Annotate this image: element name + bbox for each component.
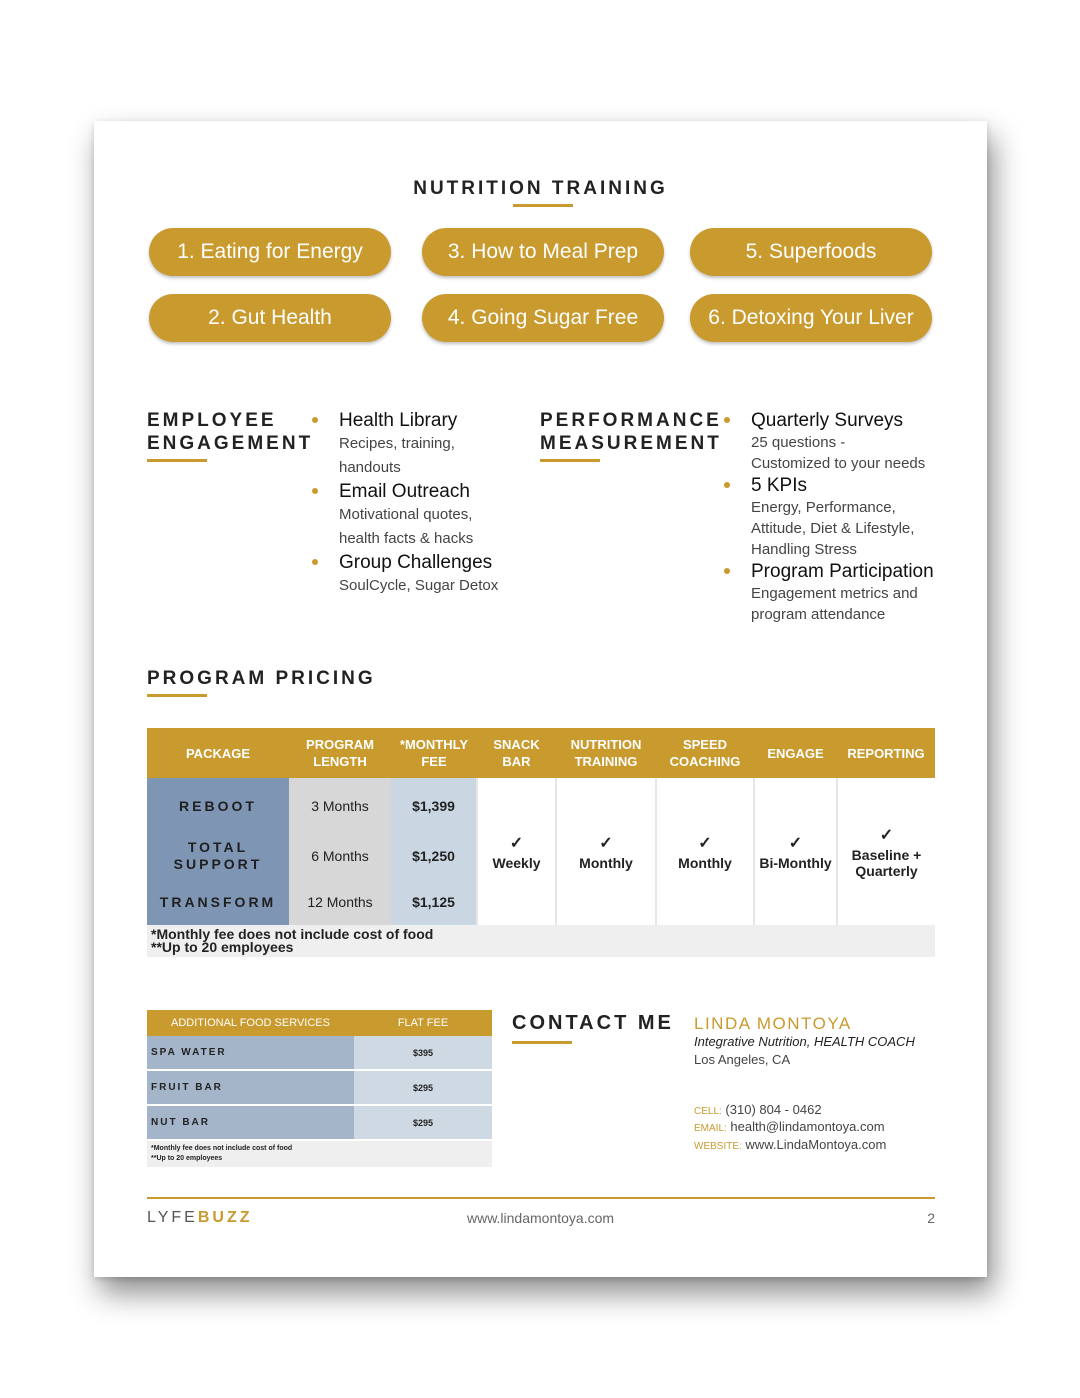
reporting-cell: [837, 778, 935, 925]
performance-title: [540, 409, 722, 455]
engagement-title-line1: EMPLOYEE: [147, 410, 277, 431]
col-engage: ENGAGE: [754, 728, 837, 778]
contact-email-line: [694, 1118, 885, 1138]
performance-underline: [540, 459, 600, 462]
header-text: SNACK: [493, 737, 540, 752]
bullet-heading: Program Participation: [751, 561, 934, 582]
contact-title: CONTACT ME: [512, 1012, 674, 1034]
food-note: [147, 1140, 492, 1168]
service-price: $295: [354, 1105, 492, 1140]
checkmark-icon: ✓: [599, 834, 613, 852]
speed-cell: [656, 778, 754, 925]
col-snack: [477, 728, 556, 778]
header-text: NUTRITION: [570, 737, 642, 752]
pill-superfoods: 5. Superfoods: [690, 228, 932, 276]
email-label: EMAIL:: [694, 1123, 727, 1134]
frequency-text: Monthly: [678, 854, 732, 871]
bullet-detail: Handling Stress: [751, 541, 857, 558]
header-text: BAR: [502, 754, 531, 769]
page-number: 2: [927, 1210, 935, 1226]
service-name: NUT BAR: [147, 1105, 354, 1140]
bullet-detail: Recipes, training,: [339, 435, 455, 452]
service-name: SPA WATER: [147, 1036, 354, 1070]
header-text: LENGTH: [313, 754, 367, 769]
footer-rule: [147, 1197, 935, 1199]
bullet-detail: 25 questions -: [751, 434, 846, 451]
package-text: SUPPORT: [173, 856, 263, 872]
nutrition-title: NUTRITION TRAINING: [413, 178, 668, 199]
list-item: [312, 551, 512, 598]
performance-title-line2: MEASUREMENT: [540, 433, 722, 454]
engagement-underline: [147, 459, 207, 462]
frequency-text: Baseline +: [851, 846, 922, 863]
col-length: [289, 728, 391, 778]
fee-cell: $1,399: [391, 778, 477, 833]
col-nutrition: [556, 728, 656, 778]
service-price: $395: [354, 1036, 492, 1070]
contact-underline: [512, 1041, 572, 1044]
frequency-text: Weekly: [492, 854, 541, 871]
table-row: [147, 778, 935, 833]
table-row: [147, 1105, 492, 1140]
table-row: [147, 1070, 492, 1105]
pricing-note: [147, 925, 935, 957]
bullet-detail: Motivational quotes,: [339, 506, 473, 523]
bullet-detail: handouts: [339, 459, 401, 476]
table-header-row: [147, 1010, 492, 1036]
bullet-heading: 5 KPIs: [751, 475, 807, 496]
bullet-detail: health facts & hacks: [339, 530, 474, 547]
list-item: [724, 474, 954, 560]
list-item: [724, 560, 954, 625]
bullet-detail: Energy, Performance,: [751, 499, 896, 516]
pill-sugar-free: 4. Going Sugar Free: [422, 294, 664, 342]
engagement-list: [312, 409, 512, 598]
list-item: [312, 409, 512, 480]
note-text: **Up to 20 employees: [151, 939, 294, 955]
performance-title-line1: PERFORMANCE: [540, 410, 722, 431]
col-flat-fee: FLAT FEE: [354, 1010, 492, 1036]
bullet-detail: Customized to your needs: [751, 455, 926, 472]
col-package: PACKAGE: [147, 728, 289, 778]
pill-detox-liver: 6. Detoxing Your Liver: [690, 294, 932, 342]
document-page: [94, 121, 987, 1277]
col-speed: [656, 728, 754, 778]
bullet-heading: Group Challenges: [339, 552, 493, 573]
col-service: ADDITIONAL FOOD SERVICES: [147, 1010, 354, 1036]
length-cell: 12 Months: [289, 879, 391, 925]
package-cell: TRANSFORM: [147, 879, 289, 925]
header-text: FEE: [421, 754, 447, 769]
length-cell: 6 Months: [289, 833, 391, 879]
email-link[interactable]: health@lindamontoya.com: [730, 1119, 885, 1134]
engagement-title-line2: ENGAGEMENT: [147, 433, 314, 454]
pricing-underline: [147, 694, 207, 697]
header-text: *MONTHLY: [399, 737, 469, 752]
nutrition-underline: [513, 204, 573, 207]
bullet-detail: program attendance: [751, 606, 886, 623]
pill-eating-for-energy: 1. Eating for Energy: [149, 228, 391, 276]
frequency-text: Bi-Monthly: [759, 854, 832, 871]
pricing-table: [147, 728, 935, 957]
checkmark-icon: ✓: [788, 834, 803, 852]
note-text: *Monthly fee does not include cost of food: [151, 1145, 293, 1152]
bullet-detail: Attitude, Diet & Lifestyle,: [751, 520, 915, 537]
cell-label: CELL:: [694, 1106, 722, 1117]
bullet-detail: SoulCycle, Sugar Detox: [339, 577, 499, 594]
checkmark-icon: ✓: [698, 834, 712, 852]
col-fee: [391, 728, 477, 778]
website-label: WEBSITE:: [694, 1141, 742, 1152]
frequency-text: Monthly: [579, 854, 633, 871]
footer-url[interactable]: www.lindamontoya.com: [466, 1210, 615, 1226]
header-text: PROGRAM: [306, 737, 374, 752]
nutrition-cell: [556, 778, 656, 925]
package-cell: [147, 833, 289, 879]
list-item: [312, 480, 512, 551]
food-services-table: [147, 1010, 492, 1169]
bullet-heading: Email Outreach: [339, 481, 470, 502]
list-item: [724, 409, 954, 474]
logo-text-lyfe: LYFE: [147, 1209, 198, 1226]
contact-website-line: [694, 1136, 886, 1156]
header-text: COACHING: [669, 754, 741, 769]
engage-cell: [754, 778, 837, 925]
header-text: TRAINING: [574, 754, 638, 769]
checkmark-icon: ✓: [509, 834, 524, 852]
bullet-heading: Health Library: [339, 410, 458, 431]
table-note-row: [147, 925, 935, 957]
contact-role: Integrative Nutrition, HEALTH COACH: [694, 1034, 915, 1049]
bullet-heading: Quarterly Surveys: [751, 410, 904, 431]
contact-location: Los Angeles, CA: [694, 1052, 791, 1067]
logo-text-buzz: BUZZ: [197, 1209, 253, 1226]
contact-name: LINDA MONTOYA: [694, 1014, 852, 1033]
bullet-detail: Engagement metrics and: [751, 585, 918, 602]
pricing-title: PROGRAM PRICING: [147, 668, 376, 689]
note-text: *Monthly fee does not include cost of food: [151, 926, 434, 942]
package-cell: REBOOT: [147, 778, 289, 833]
fee-cell: $1,250: [391, 833, 477, 879]
length-cell: 3 Months: [289, 778, 391, 833]
pill-gut-health: 2. Gut Health: [149, 294, 391, 342]
service-name: FRUIT BAR: [147, 1070, 354, 1105]
note-text: **Up to 20 employees: [151, 1155, 223, 1162]
frequency-text: Quarterly: [855, 862, 918, 879]
pill-meal-prep: 3. How to Meal Prep: [422, 228, 664, 276]
col-reporting: REPORTING: [837, 728, 935, 778]
performance-list: [724, 409, 954, 625]
service-price: $295: [354, 1070, 492, 1105]
checkmark-icon: ✓: [879, 826, 894, 844]
header-text: SPEED: [682, 737, 728, 752]
website-link[interactable]: www.LindaMontoya.com: [745, 1137, 887, 1152]
engagement-title: [147, 409, 313, 455]
table-note-row: [147, 1140, 492, 1168]
cell-number: (310) 804 - 0462: [725, 1102, 822, 1117]
snack-cell: [477, 778, 556, 925]
fee-cell: $1,125: [391, 879, 477, 925]
table-row: [147, 1036, 492, 1070]
package-text: TOTAL: [187, 839, 249, 855]
table-header-row: [147, 728, 935, 778]
